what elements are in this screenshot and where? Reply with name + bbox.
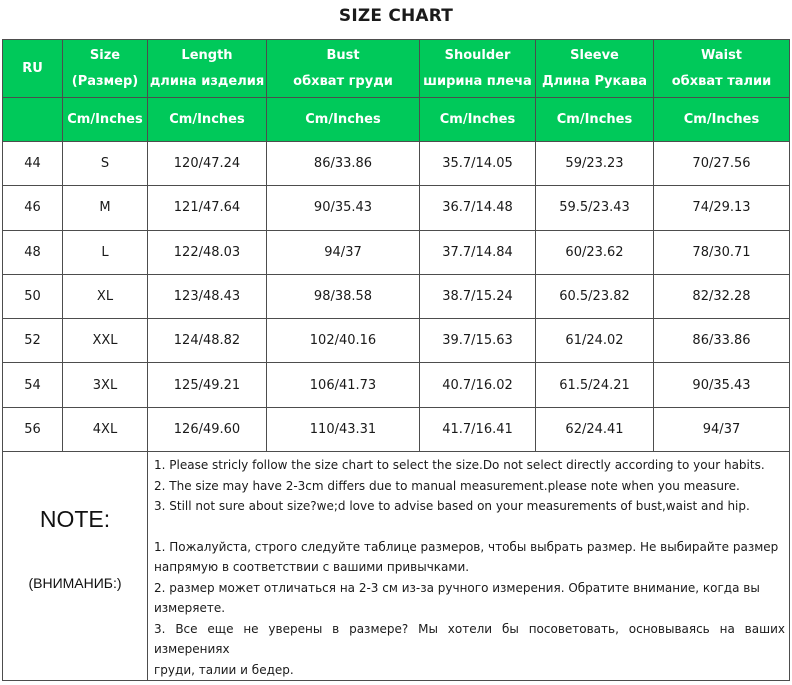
note-text-cell (148, 452, 790, 681)
note-label-cell (3, 452, 148, 681)
cell-bust: 86/33.86 (267, 142, 420, 186)
cell-size: 4XL (63, 407, 148, 451)
header-length: Length длина изделия (148, 40, 267, 98)
unit-cell: Cm/Inches (267, 98, 420, 142)
note-en-line: 2. The size may have 2-3cm differs due to manual measurement.please note when you measure. (154, 478, 740, 493)
cell-size: XL (63, 274, 148, 318)
unit-cell-ru (3, 98, 63, 142)
cell-waist: 74/29.13 (654, 186, 790, 230)
cell-shoulder: 38.7/15.24 (420, 274, 536, 318)
cell-ru: 46 (3, 186, 63, 230)
cell-bust: 94/37 (267, 230, 420, 274)
note-title: NOTE: (39, 506, 111, 533)
note-ru-line: измеряете. (154, 601, 226, 616)
cell-waist: 94/37 (654, 407, 790, 451)
cell-size: 3XL (63, 363, 148, 407)
note-ru-line: груди, талии и бедер. (154, 662, 294, 677)
cell-sleeve: 59/23.23 (536, 142, 654, 186)
cell-ru: 48 (3, 230, 63, 274)
header-size: Size (Размер) (63, 40, 148, 98)
cell-size: M (63, 186, 148, 230)
table-row (3, 407, 790, 451)
unit-cell: Cm/Inches (148, 98, 267, 142)
cell-shoulder: 40.7/16.02 (420, 363, 536, 407)
note-subtitle: (ВНИМАНИБ:) (28, 575, 122, 592)
note-ru-line: 2. размер может отличаться на 2-3 см из-за ручного измерения. Обратите внимание, когда вы (154, 580, 760, 595)
note-ru-line: 1. Пожалуйста, строго следуйте таблице размеров, чтобы выбрать размер. Не выбирайте размер (154, 539, 779, 554)
note-ru-line: 3. Все еще не уверены в размере? Мы хотели бы посоветовать, основываясь на ваших измерениях (154, 621, 785, 657)
table-row (3, 142, 790, 186)
cell-ru: 50 (3, 274, 63, 318)
table-row (3, 363, 790, 407)
cell-length: 125/49.21 (148, 363, 267, 407)
cell-bust: 90/35.43 (267, 186, 420, 230)
header-ru: RU (3, 40, 63, 98)
cell-bust: 98/38.58 (267, 274, 420, 318)
cell-sleeve: 62/24.41 (536, 407, 654, 451)
note-en-line: 1. Please stricly follow the size chart to select the size.Do not select directly according to your habits. (154, 458, 765, 473)
cell-sleeve: 60/23.62 (536, 230, 654, 274)
cell-size: XXL (63, 319, 148, 363)
cell-ru: 56 (3, 407, 63, 451)
table-row (3, 319, 790, 363)
cell-size: L (63, 230, 148, 274)
cell-shoulder: 35.7/14.05 (420, 142, 536, 186)
cell-ru: 52 (3, 319, 63, 363)
cell-sleeve: 60.5/23.82 (536, 274, 654, 318)
unit-cell: Cm/Inches (63, 98, 148, 142)
cell-waist: 82/32.28 (654, 274, 790, 318)
cell-length: 124/48.82 (148, 319, 267, 363)
cell-shoulder: 39.7/15.63 (420, 319, 536, 363)
size-chart-table (2, 39, 790, 681)
header-waist: Waist обхват талии (654, 40, 790, 98)
cell-shoulder: 36.7/14.48 (420, 186, 536, 230)
cell-waist: 86/33.86 (654, 319, 790, 363)
cell-sleeve: 61.5/24.21 (536, 363, 654, 407)
cell-waist: 70/27.56 (654, 142, 790, 186)
cell-sleeve: 61/24.02 (536, 319, 654, 363)
table-row (3, 186, 790, 230)
table-row (3, 230, 790, 274)
page-title: SIZE CHART (338, 6, 454, 26)
note-ru-line: напрямую в соответствии с вашими привычками. (154, 560, 470, 575)
cell-length: 123/48.43 (148, 274, 267, 318)
header-sleeve: Sleeve Длина Рукава (536, 40, 654, 98)
cell-sleeve: 59.5/23.43 (536, 186, 654, 230)
cell-length: 126/49.60 (148, 407, 267, 451)
unit-cell: Cm/Inches (420, 98, 536, 142)
note-en-line: 3. Still not sure about size?we;d love to advise based on your measurements of bust,waist and hip. (154, 499, 750, 514)
cell-waist: 78/30.71 (654, 230, 790, 274)
cell-length: 122/48.03 (148, 230, 267, 274)
header-row (3, 40, 790, 98)
cell-waist: 90/35.43 (654, 363, 790, 407)
cell-size: S (63, 142, 148, 186)
unit-row (3, 98, 790, 142)
cell-bust: 106/41.73 (267, 363, 420, 407)
unit-cell: Cm/Inches (536, 98, 654, 142)
cell-ru: 54 (3, 363, 63, 407)
cell-shoulder: 41.7/16.41 (420, 407, 536, 451)
header-shoulder: Shoulder ширина плеча (420, 40, 536, 98)
unit-cell: Cm/Inches (654, 98, 790, 142)
cell-ru: 44 (3, 142, 63, 186)
cell-bust: 110/43.31 (267, 407, 420, 451)
table-row (3, 274, 790, 318)
cell-shoulder: 37.7/14.84 (420, 230, 536, 274)
cell-length: 120/47.24 (148, 142, 267, 186)
header-bust: Bust обхват груди (267, 40, 420, 98)
note-row (3, 452, 790, 681)
cell-bust: 102/40.16 (267, 319, 420, 363)
cell-length: 121/47.64 (148, 186, 267, 230)
